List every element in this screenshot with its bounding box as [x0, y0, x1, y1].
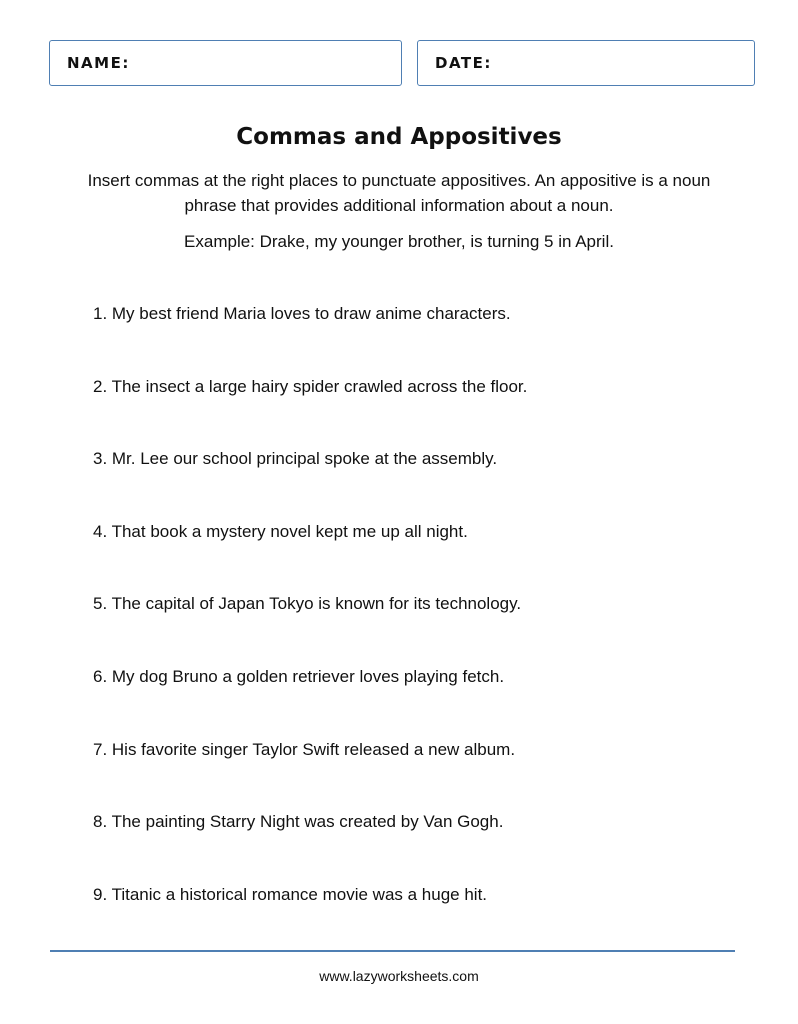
question-item: 6. My dog Bruno a golden retriever loves playing fetch. [93, 666, 505, 686]
question-item: 2. The insect a large hairy spider crawled across the floor. [93, 376, 528, 396]
question-item: 3. Mr. Lee our school principal spoke at the assembly. [93, 449, 498, 469]
date-label: DATE: [435, 54, 492, 72]
name-field[interactable] [49, 40, 402, 86]
question-item: 1. My best friend Maria loves to draw anime characters. [93, 304, 511, 323]
date-field[interactable] [417, 40, 755, 86]
instructions-text: Insert commas at the right places to punctuate appositives. An appositive is a noun phrase that provides additional information about a noun. [87, 171, 711, 215]
footer-divider [50, 950, 735, 952]
question-item: 7. His favorite singer Taylor Swift released a new album. [93, 739, 516, 759]
question-list [93, 301, 733, 954]
worksheet-title: Commas and Appositives [236, 124, 562, 150]
example-sentence: Example: Drake, my younger brother, is turning 5 in April. [184, 232, 614, 251]
question-item: 5. The capital of Japan Tokyo is known for its technology. [93, 594, 522, 614]
name-label: NAME: [67, 54, 130, 72]
footer-website[interactable]: www.lazyworksheets.com [319, 968, 479, 984]
question-item: 4. That book a mystery novel kept me up all night. [93, 521, 468, 541]
question-item: 9. Titanic a historical romance movie was a huge hit. [93, 884, 488, 904]
question-item: 8. The painting Starry Night was created by Van Gogh. [93, 812, 504, 832]
